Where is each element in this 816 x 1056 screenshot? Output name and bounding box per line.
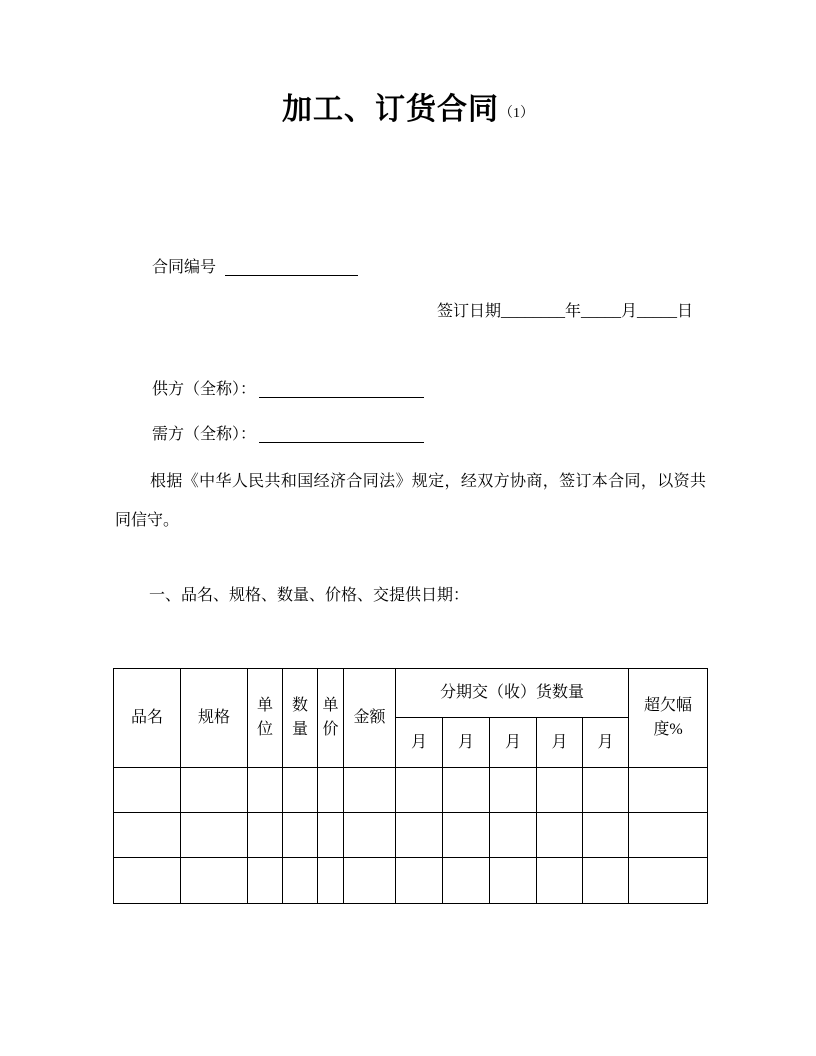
table-cell[interactable] bbox=[583, 813, 629, 858]
table-cell[interactable] bbox=[396, 813, 443, 858]
col-header-over-under-range: 超欠幅度% bbox=[629, 669, 708, 768]
supplier-row bbox=[152, 379, 424, 400]
table-cell[interactable] bbox=[443, 768, 490, 813]
table-cell[interactable] bbox=[537, 768, 583, 813]
section-1-heading: 一、品名、规格、数量、价格、交提供日期： bbox=[149, 587, 470, 604]
table-row bbox=[114, 813, 708, 858]
table-cell[interactable] bbox=[283, 768, 318, 813]
table-cell[interactable] bbox=[443, 858, 490, 904]
table-cell[interactable] bbox=[583, 768, 629, 813]
table-cell[interactable] bbox=[396, 858, 443, 904]
table-header-row-top bbox=[114, 669, 708, 718]
table-cell[interactable] bbox=[629, 858, 708, 904]
table-cell[interactable] bbox=[583, 858, 629, 904]
table-cell[interactable] bbox=[537, 813, 583, 858]
document-title-note: （1） bbox=[499, 106, 534, 121]
table-cell[interactable] bbox=[629, 813, 708, 858]
document-title-text: 加工、订货合同 bbox=[282, 93, 499, 126]
table-cell[interactable] bbox=[490, 858, 537, 904]
buyer-label: 需方（全称）： bbox=[152, 426, 257, 443]
table-cell[interactable] bbox=[283, 858, 318, 904]
contract-number-label: 合同编号 bbox=[152, 259, 217, 276]
table-cell[interactable] bbox=[396, 768, 443, 813]
sign-date-row bbox=[437, 301, 693, 322]
table-cell[interactable] bbox=[318, 858, 344, 904]
table-cell[interactable] bbox=[181, 858, 248, 904]
col-header-spec: 规格 bbox=[181, 669, 248, 768]
col-header-month-4: 月 bbox=[537, 718, 583, 768]
table-cell[interactable] bbox=[490, 768, 537, 813]
table-cell[interactable] bbox=[490, 813, 537, 858]
table-cell[interactable] bbox=[344, 858, 396, 904]
table-cell[interactable] bbox=[318, 813, 344, 858]
col-header-unit-price: 单价 bbox=[318, 669, 344, 768]
buyer-name-field[interactable] bbox=[259, 424, 424, 443]
col-header-month-3: 月 bbox=[490, 718, 537, 768]
table-cell[interactable] bbox=[318, 768, 344, 813]
table-cell[interactable] bbox=[537, 858, 583, 904]
table-cell[interactable] bbox=[114, 858, 181, 904]
col-header-quantity: 数量 bbox=[283, 669, 318, 768]
col-header-unit: 单位 bbox=[248, 669, 283, 768]
table-row bbox=[114, 768, 708, 813]
table-cell[interactable] bbox=[344, 813, 396, 858]
table-cell[interactable] bbox=[114, 813, 181, 858]
buyer-row bbox=[152, 424, 424, 445]
col-header-month-2: 月 bbox=[443, 718, 490, 768]
table-cell[interactable] bbox=[629, 768, 708, 813]
table-cell[interactable] bbox=[181, 768, 248, 813]
sign-date-text: 签订日期________年_____月_____日 bbox=[437, 303, 694, 320]
contract-number-field[interactable] bbox=[225, 257, 358, 276]
supplier-label: 供方（全称）： bbox=[152, 381, 257, 398]
col-header-amount: 金额 bbox=[344, 669, 396, 768]
contract-number-row bbox=[152, 257, 358, 278]
table-cell[interactable] bbox=[283, 813, 318, 858]
table-cell[interactable] bbox=[181, 813, 248, 858]
items-table bbox=[113, 668, 708, 904]
table-cell[interactable] bbox=[114, 768, 181, 813]
table-cell[interactable] bbox=[344, 768, 396, 813]
supplier-name-field[interactable] bbox=[259, 379, 424, 398]
col-header-month-5: 月 bbox=[583, 718, 629, 768]
preamble-paragraph: 根据《中华人民共和国经济合同法》规定，经双方协商，签订本合同，以资共同信守。 bbox=[115, 473, 706, 529]
col-header-product: 品名 bbox=[114, 669, 181, 768]
table-row bbox=[114, 858, 708, 904]
col-header-installment-delivery: 分期交（收）货数量 bbox=[396, 669, 629, 718]
document-title bbox=[0, 92, 816, 132]
table-cell[interactable] bbox=[443, 813, 490, 858]
table-cell[interactable] bbox=[248, 768, 283, 813]
table-cell[interactable] bbox=[248, 813, 283, 858]
col-header-month-1: 月 bbox=[396, 718, 443, 768]
table-cell[interactable] bbox=[248, 858, 283, 904]
